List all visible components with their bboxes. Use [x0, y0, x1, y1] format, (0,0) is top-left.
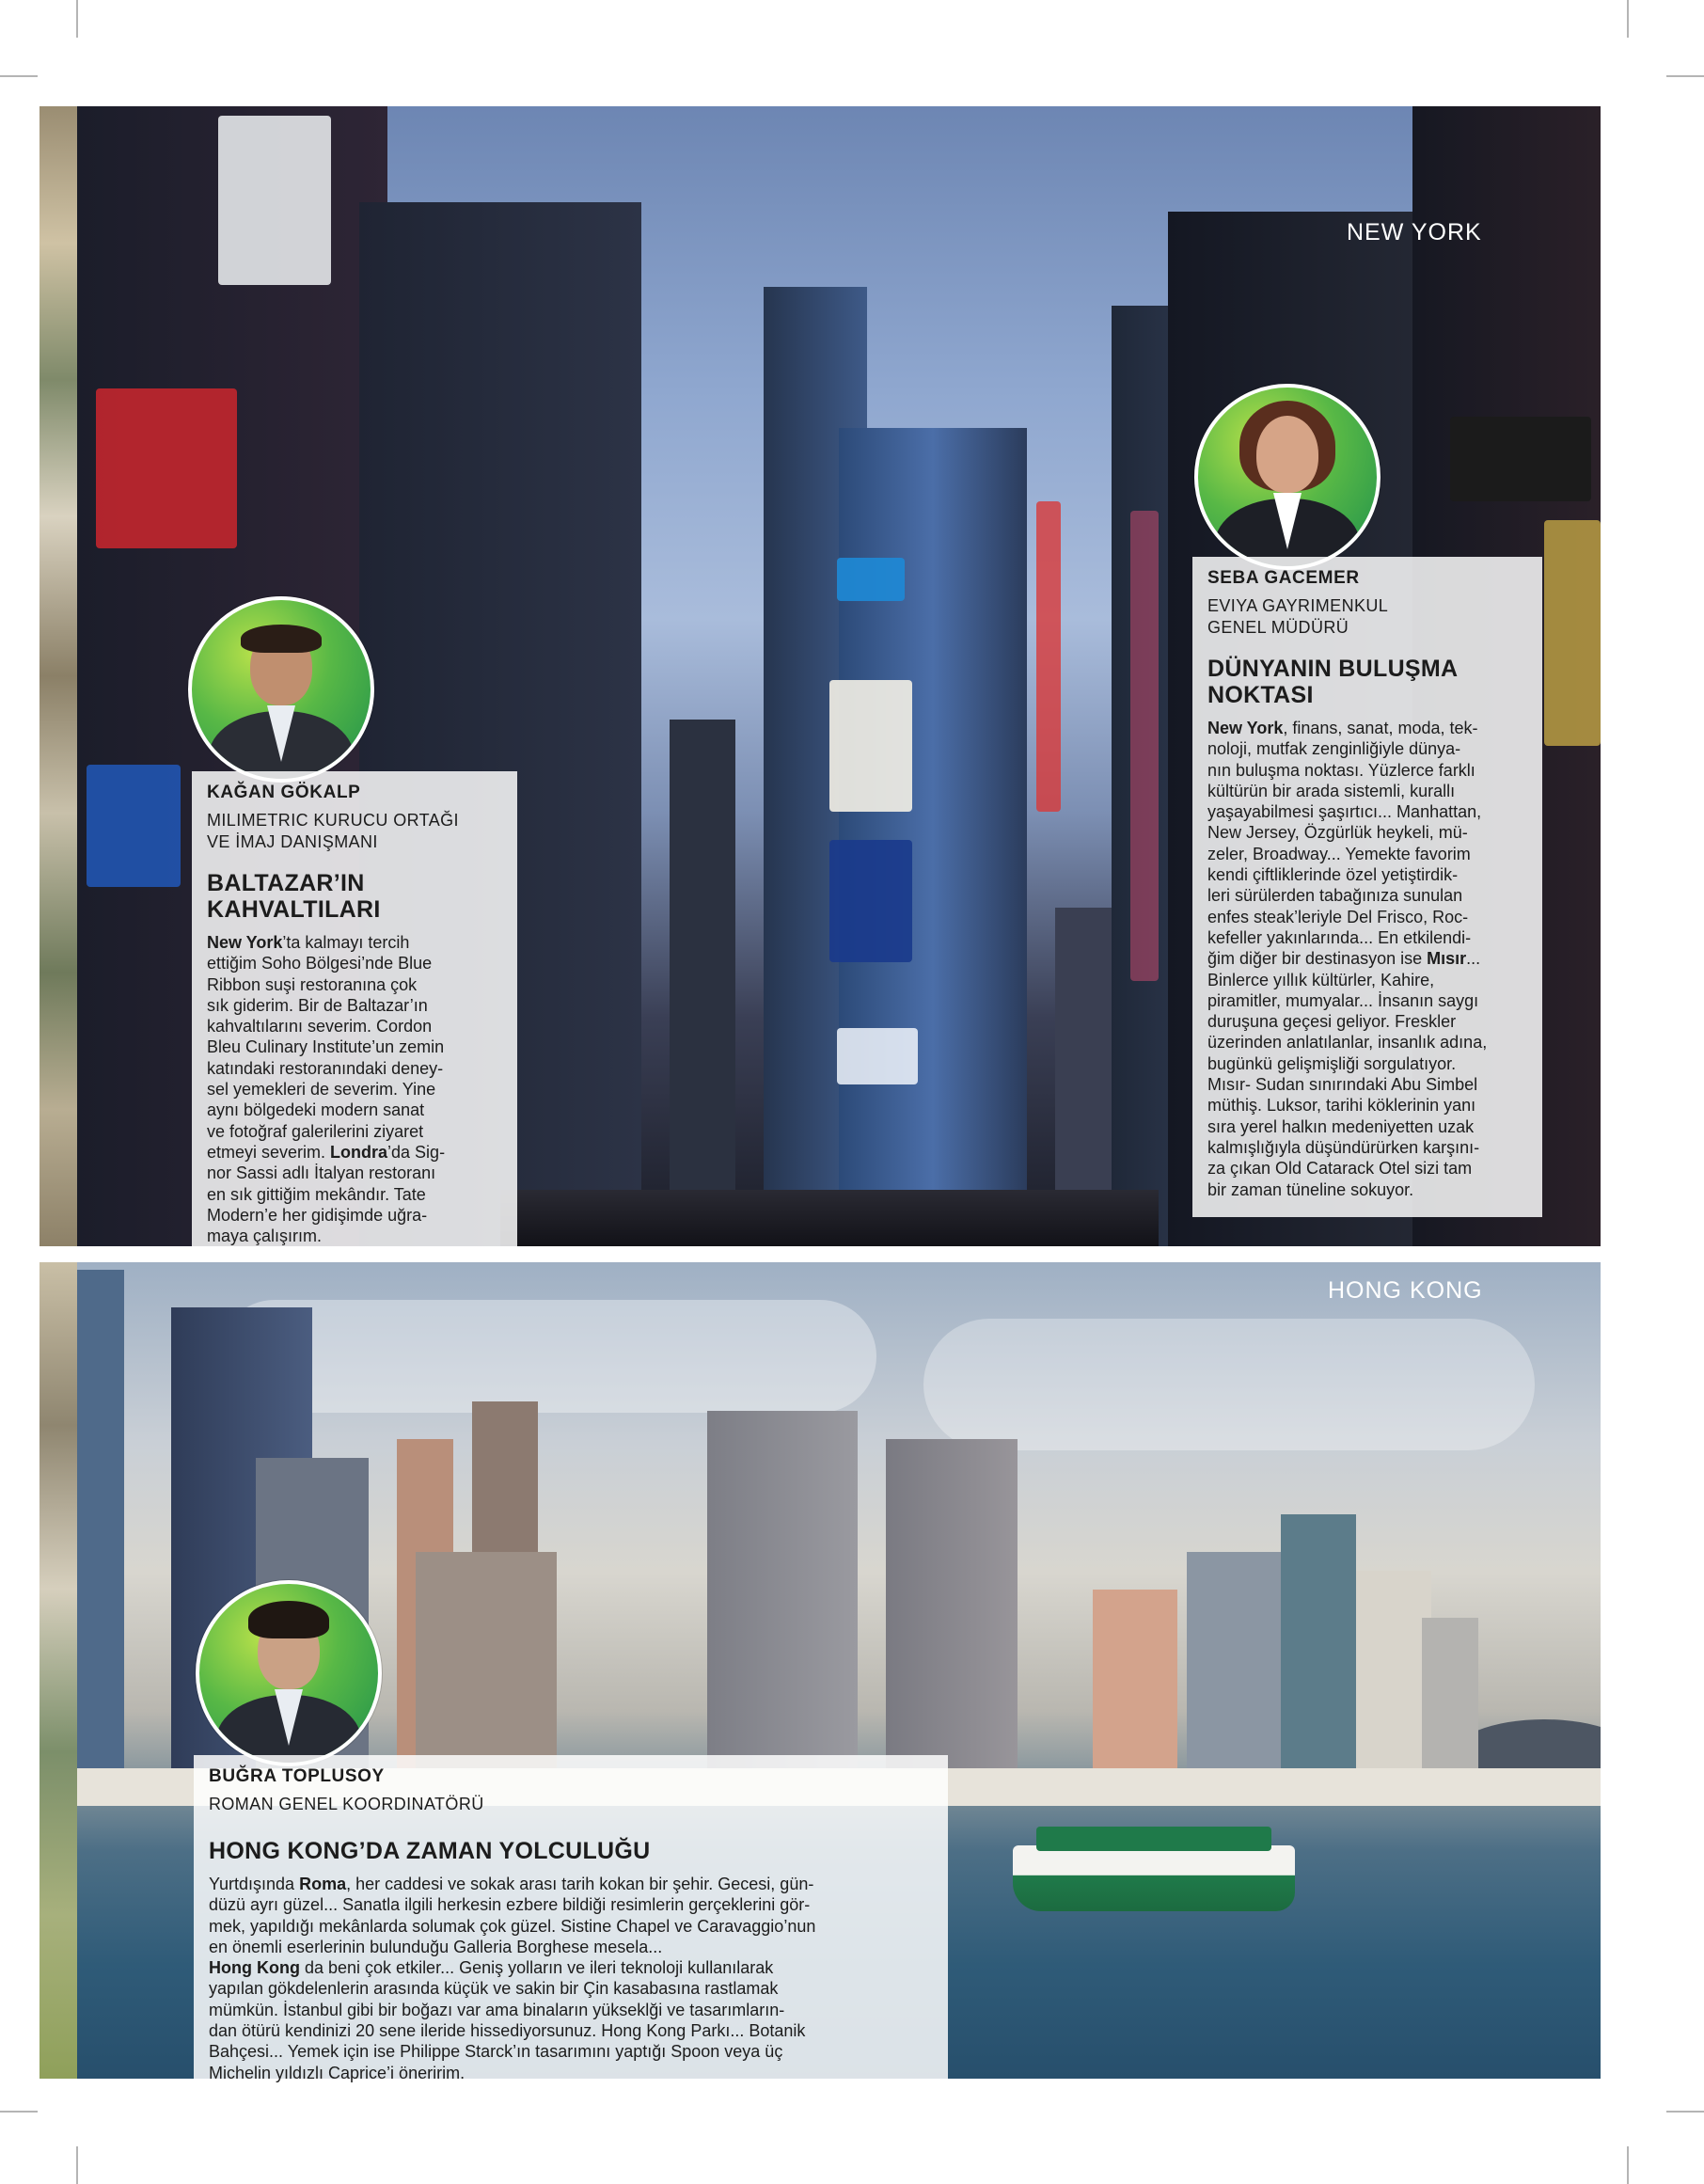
billboard: [1130, 511, 1159, 981]
body-line: enfes steak’leriyle Del Frisco, Roc-: [1207, 907, 1469, 926]
body-line: sıra yerel halkın medeniyetten uzak: [1207, 1116, 1475, 1136]
body-line: bugünkü gelişmişliği sorgulatıyor.: [1207, 1053, 1457, 1073]
body-line: kültürün bir arada sistemli, kurallı: [1207, 781, 1456, 800]
body-line: nın buluşma noktası. Yüzlerce farklı: [1207, 760, 1475, 780]
body-line: ve fotoğraf galerilerini ziyaret: [207, 1121, 424, 1141]
crop-mark: [0, 75, 38, 77]
body-line: noloji, mutfak zenginliğiyle dünya-: [1207, 739, 1461, 759]
article-headline: BALTAZAR’IN KAHVALTILARI: [207, 870, 381, 923]
person-name: BUĞRA TOPLUSOY: [209, 1766, 385, 1786]
city-label-hong-kong: HONG KONG: [1328, 1277, 1483, 1304]
body-line: Ribbon suşi restoranına çok: [207, 974, 418, 994]
body-line: Bahçesi... Yemek için ise Philippe Starck’ın tasarımını yaptığı Spoon veya üç: [209, 2042, 783, 2062]
billboard: [96, 388, 237, 548]
body-line: Yurtdışında Roma, her caddesi ve sokak arası tarih kokan bir şehir. Gecesi, gün-: [209, 1875, 814, 1893]
body-line: duruşuna geçesi geliyor. Freskler: [1207, 1012, 1457, 1032]
body-line: leri sürülerden tabağınıza sunulan: [1207, 886, 1463, 906]
body-line: kefeller yakınlarında... En etkilendi-: [1207, 927, 1472, 947]
billboard: [837, 1028, 918, 1084]
crop-mark: [1666, 2111, 1704, 2113]
avatar-seba-gacemer: [1194, 384, 1381, 570]
building: [1093, 1590, 1177, 1796]
body-line: Bleu Culinary Institute’un zemin: [207, 1037, 445, 1057]
avatar-kagan-gokalp: [188, 596, 374, 783]
billboard: [218, 116, 331, 285]
body-line: aynı bölgedeki modern sanat: [207, 1100, 425, 1120]
body-line: maya çalışırım.: [207, 1227, 323, 1246]
avatar-bugra-toplusoy: [196, 1580, 382, 1766]
crop-mark: [76, 2146, 78, 2184]
building: [886, 1439, 1018, 1796]
article-body: [207, 932, 502, 1246]
body-line: yapılan gökdelenlerin arasında küçük ve sakin bir Çin kasabasına rastlamak: [209, 1979, 779, 1999]
body-line: New York’ta kalmayı tercih: [207, 933, 410, 952]
body-line: Modern’e her gidişimde uğra-: [207, 1205, 428, 1225]
ferry-deck: [1036, 1827, 1271, 1851]
decorative-strip: [39, 106, 77, 1246]
person-title: MILIMETRIC KURUCU ORTAĞI VE İMAJ DANIŞMANI: [207, 811, 459, 851]
body-line: Mısır- Sudan sınırındaki Abu Simbel: [1207, 1075, 1478, 1095]
body-line: düzü ayrı güzel... Sanatla ilgili herkesin ezbere bildiği resimlerin gerçeklerini gör-: [209, 1895, 811, 1915]
building: [707, 1411, 858, 1796]
person-title: ROMAN GENEL KOORDINATÖRÜ: [209, 1795, 484, 1813]
billboard: [1450, 417, 1591, 501]
body-line: etmeyi severim. Londra’da Sig-: [207, 1142, 446, 1162]
profile-card-bugra-toplusoy: [194, 1755, 948, 2082]
billboard: [1036, 501, 1061, 812]
person-name: SEBA GACEMER: [1207, 568, 1360, 588]
article-body: [1207, 718, 1527, 1200]
body-line: dan ötürü kendinizi 20 sene ileride hissediyorsunuz. Hong Kong Parkı... Botanik: [209, 2021, 806, 2041]
body-line: New York, finans, sanat, moda, tek-: [1207, 719, 1478, 737]
billboard: [87, 765, 181, 887]
building: [1281, 1514, 1356, 1796]
decorative-strip: [39, 1262, 77, 2079]
cloud: [923, 1319, 1535, 1450]
cloud: [218, 1300, 876, 1413]
body-line: mümkün. İstanbul gibi bir boğazı var ama binaların yükseklği ve tasarımların-: [209, 2000, 785, 2019]
article-headline: HONG KONG’DA ZAMAN YOLCULUĞU: [209, 1838, 651, 1864]
ferry: [1013, 1845, 1295, 1911]
body-line: kendi çiftliklerinde özel yetiştirdik-: [1207, 865, 1459, 885]
profile-card-kagan-gokalp: [192, 771, 517, 1246]
body-line: mek, yapıldığı mekânlarda solumak çok güzel. Sistine Chapel ve Caravaggio’nun: [209, 1916, 816, 1936]
billboard: [829, 840, 912, 962]
body-line: bir zaman tüneline sokuyor.: [1207, 1179, 1414, 1199]
body-line: kahvaltılarını severim. Cordon: [207, 1017, 433, 1037]
body-line: müthiş. Luksor, tarihi köklerinin yanı: [1207, 1096, 1476, 1116]
body-line: ğim diğer bir destinasyon ise Mısır...: [1207, 949, 1481, 969]
building: [670, 720, 735, 1246]
body-line: Binlerce yıllık kültürler, Kahire,: [1207, 970, 1435, 989]
crop-mark: [1666, 75, 1704, 77]
body-line: ettiğim Soho Bölgesi’nde Blue: [207, 954, 433, 973]
body-line: zeler, Broadway... Yemekte favorim: [1207, 844, 1471, 863]
billboard: [1544, 520, 1601, 746]
building: [77, 1270, 124, 1796]
body-line: yaşayabilmesi şaşırtıcı... Manhattan,: [1207, 802, 1482, 822]
building: [1187, 1552, 1290, 1796]
billboard: [837, 558, 905, 601]
crop-mark: [76, 0, 78, 38]
article-headline: DÜNYANIN BULUŞMA NOKTASI: [1207, 656, 1459, 708]
crop-mark: [0, 2111, 38, 2113]
building: [839, 428, 1027, 1246]
article-body: [209, 1874, 933, 2083]
body-line: piramitler, mumyalar... İnsanın saygı: [1207, 990, 1479, 1010]
city-label-new-york: NEW YORK: [1347, 219, 1482, 245]
person-name: KAĞAN GÖKALP: [207, 783, 361, 802]
body-line: en önemli eserlerinin bulunduğu Galleria Borghese mesela...: [209, 1937, 663, 1956]
body-line: sık giderim. Bir de Baltazar’ın: [207, 995, 428, 1015]
body-line: New Jersey, Özgürlük heykeli, mü-: [1207, 823, 1468, 843]
profile-card-seba-gacemer: [1192, 557, 1542, 1217]
body-line: Hong Kong da beni çok etkiler... Geniş yolların ve ileri teknoloji kullanılarak: [209, 1958, 774, 1978]
body-line: nor Sassi adlı İtalyan restoranı: [207, 1163, 436, 1183]
body-line: kalmışlığıyla düşündürürken karşını-: [1207, 1137, 1480, 1157]
building: [1356, 1571, 1431, 1796]
street: [500, 1190, 1159, 1246]
body-line: katındaki restoranındaki deney-: [207, 1058, 444, 1078]
person-title: EVIYA GAYRIMENKUL GENEL MÜDÜRÜ: [1207, 596, 1389, 637]
body-line: za çıkan Old Catarack Otel sizi tam: [1207, 1159, 1473, 1179]
body-line: Michelin yıldızlı Caprice’i öneririm.: [209, 2063, 465, 2082]
billboard: [829, 680, 912, 812]
crop-mark: [1627, 0, 1629, 38]
body-line: sel yemekleri de severim. Yine: [207, 1080, 436, 1100]
crop-mark: [1627, 2146, 1629, 2184]
body-line: en sık gittiğim mekândır. Tate: [207, 1184, 426, 1204]
body-line: üzerinden anlatılanlar, insanlık adına,: [1207, 1033, 1488, 1052]
